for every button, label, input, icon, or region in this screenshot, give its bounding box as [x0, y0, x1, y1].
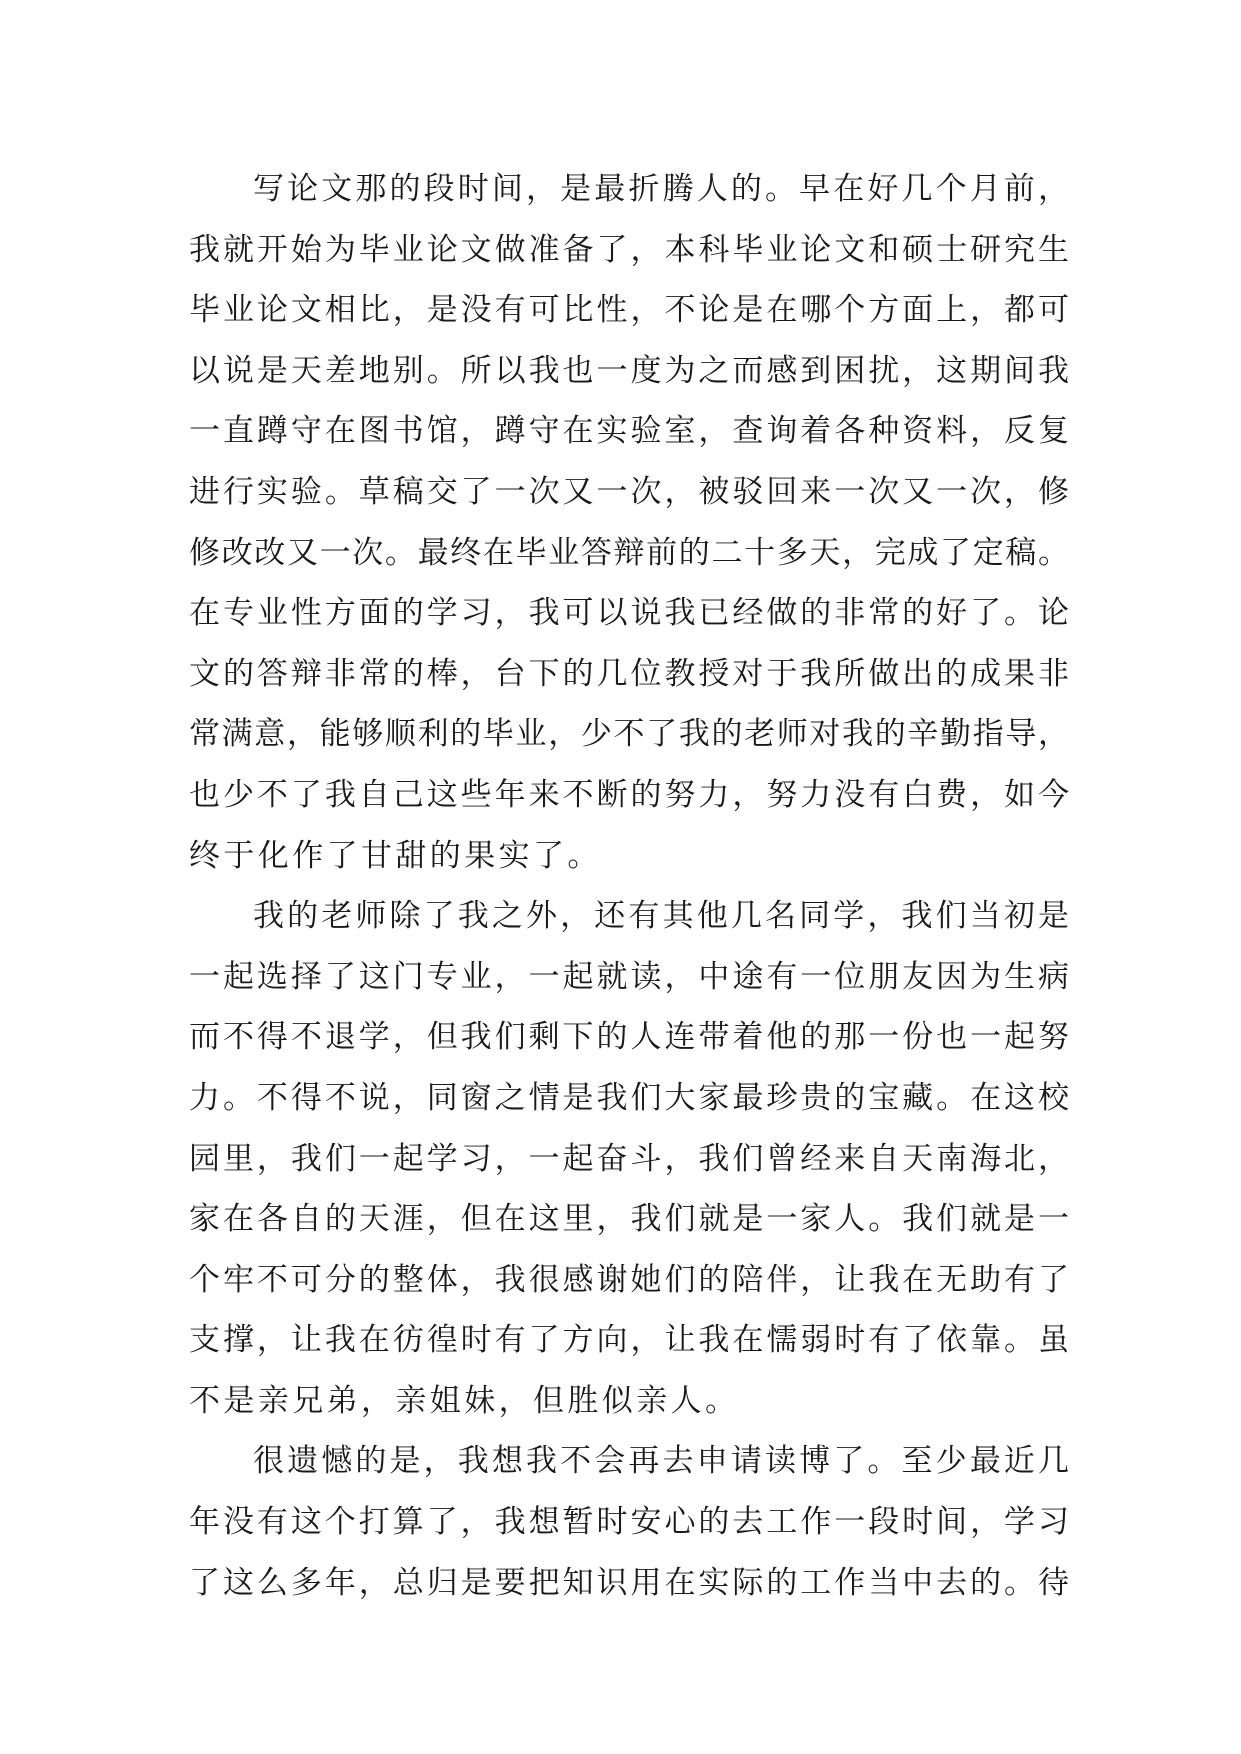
text-line: 我的老师除了我之外，还有其他几名同学，我们当初是: [253, 898, 1069, 935]
text-line: 年没有这个打算了，我想暂时安心的去工作一段时间，学习: [189, 1504, 1069, 1541]
text-line: 也少不了我自己这些年来不断的努力，努力没有白费，如今: [189, 776, 1069, 813]
document-body: [189, 159, 1069, 1613]
text-line: 我就开始为毕业论文做准备了，本科毕业论文和硕士研究生: [189, 231, 1069, 268]
text-line: 园里，我们一起学习，一起奋斗，我们曾经来自天南海北，: [189, 1140, 1069, 1177]
text-line: 常满意，能够顺利的毕业，少不了我的老师对我的辛勤指导，: [189, 716, 1069, 753]
text-line: 写论文那的段时间，是最折腾人的。早在好几个月前，: [253, 171, 1069, 207]
text-line: 一起选择了这门专业，一起就读，中途有一位朋友因为生病: [189, 958, 1069, 995]
text-line: 在专业性方面的学习，我可以说我已经做的非常的好了。论: [189, 595, 1069, 632]
text-line: 而不得不退学，但我们剩下的人连带着他的那一份也一起努: [189, 1019, 1069, 1056]
text-line: 文的答辩非常的棒，台下的几位教授对于我所做出的成果非: [189, 655, 1069, 692]
text-line: 毕业论文相比，是没有可比性，不论是在哪个方面上，都可: [189, 292, 1069, 329]
text-line: 家在各自的天涯，但在这里，我们就是一家人。我们就是一: [189, 1201, 1069, 1238]
text-line: 修改改又一次。最终在毕业答辩前的二十多天，完成了定稿。: [189, 534, 1069, 571]
paragraph-3: [189, 1431, 1069, 1613]
text-line: 个牢不可分的整体，我很感谢她们的陪伴，让我在无助有了: [189, 1261, 1069, 1298]
text-line: 一直蹲守在图书馆，蹲守在实验室，查询着各种资料，反复: [189, 413, 1069, 450]
text-line: 了这么多年，总归是要把知识用在实际的工作当中去的。待: [189, 1564, 1069, 1601]
text-line: 力。不得不说，同窗之情是我们大家最珍贵的宝藏。在这校: [189, 1079, 1069, 1116]
paragraph-1: [189, 159, 1069, 886]
text-line: 支撑，让我在彷徨时有了方向，让我在懦弱时有了依靠。虽: [189, 1322, 1069, 1359]
paragraph-2: [189, 886, 1069, 1431]
text-line: 以说是天差地别。所以我也一度为之而感到困扰，这期间我: [189, 352, 1069, 389]
text-line-last: 不是亲兄弟，亲姐妹，但胜似亲人。: [189, 1382, 740, 1419]
text-line-last: 终于化作了甘甜的果实了。: [189, 837, 602, 874]
text-line: 进行实验。草稿交了一次又一次，被驳回来一次又一次，修: [189, 473, 1069, 510]
text-line: 很遗憾的是，我想我不会再去申请读博了。至少最近几: [253, 1443, 1069, 1480]
